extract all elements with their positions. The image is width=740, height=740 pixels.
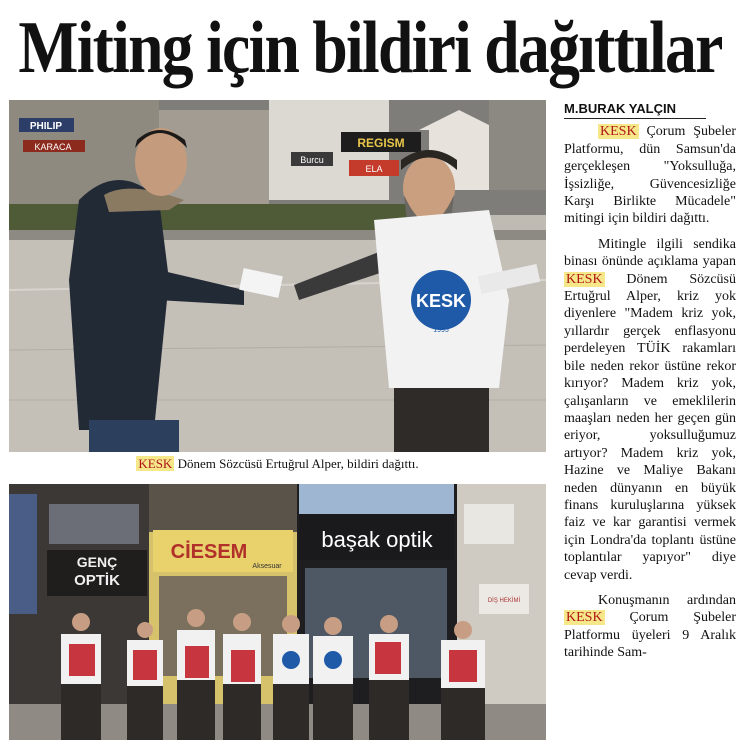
- article-column: [564, 100, 736, 740]
- shop-ciesem: CİESEM: [170, 541, 248, 563]
- article-paragraph-3: [564, 592, 736, 662]
- caption-kesk: KESK: [138, 456, 173, 471]
- shop-ciesem-sub: Aksesuar: [252, 563, 282, 570]
- sign-karaca: KARACA: [34, 142, 72, 152]
- paragraph-1-text: Çorum Şubeler Platformu, dün Samsun'da gerçekleşen "Yoksulluğa, İşsizliğe, Güvencesizliğe Karşı Birlikte Mücadele" mitingi için bildiri dağıttı.: [564, 124, 736, 227]
- sign-regism: REGISM: [357, 136, 405, 150]
- shop-genc: GENÇ: [76, 554, 118, 570]
- kesk-highlight: KESK: [566, 610, 603, 626]
- sign-dis-hekimi: DİŞ HEKİMİ: [487, 598, 521, 604]
- paragraph-2-text: Dönem Sözcüsü Ertuğrul Alper, kriz yok diyenlere "Madem kriz yok, yıllardır gerçek enflasyonu perdeleyen TÜİK rakamları bile neden rekor üstüne rekor kırıyor? Madem kriz yok, çalışanların ve emeklilerin maaşları neden her geçen gün eriyor, yoksulluğumuz artıyor? Madem kriz yok, Hazine ve Maliye Bakanı neden dünyanın en büyük finans kuruluşlarına yüksek faiz ve kar garantisi vermek için Londra'da toplantı üstüne toplantılar yapıyor" diye cevap verdi.: [564, 271, 736, 583]
- shop-basak-optik: başak optik: [321, 527, 433, 552]
- paragraph-3-pre: Konuşmanın ardından: [598, 592, 736, 608]
- photo-spokesman-leaflet: [9, 100, 546, 452]
- paragraph-2-pre: Mitingle ilgili sendika binası önünde açıklama yapan: [564, 236, 736, 270]
- caption-text: Dönem Sözcüsü Ertuğrul Alper, bildiri dağıttı.: [174, 456, 419, 471]
- article-paragraph-2: [564, 236, 736, 584]
- sign-ela: ELA: [365, 164, 383, 174]
- kesk-highlight: KESK: [600, 124, 637, 140]
- photo-caption: [9, 456, 546, 472]
- vest-kesk-logo: KESK: [415, 291, 467, 311]
- sign-burcu: Burcu: [300, 155, 324, 165]
- kesk-highlight: KESK: [566, 271, 603, 287]
- shop-optik: OPTİK: [74, 572, 120, 589]
- article-paragraph-1: [564, 123, 736, 227]
- vest-year: 1995: [433, 327, 449, 334]
- photo-group-shops: [9, 484, 546, 740]
- byline: M.BURAK YALÇIN: [564, 100, 706, 119]
- sign-philip: PHILIP: [29, 121, 63, 132]
- headline: Miting için bildiri dağıttılar: [18, 7, 722, 89]
- paragraph-3-text: Çorum Şubeler Platformu üyeleri 9 Aralık tarihinde Sam-: [564, 610, 736, 661]
